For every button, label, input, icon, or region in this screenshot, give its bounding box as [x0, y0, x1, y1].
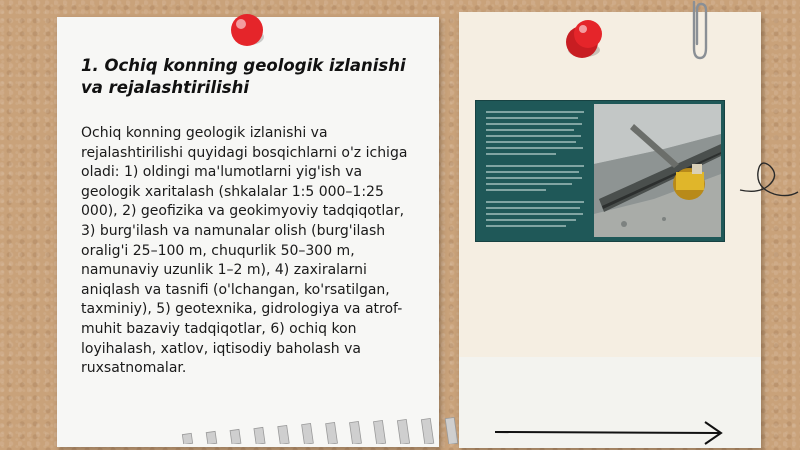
- pushpin-icon: [224, 10, 270, 56]
- pushpin-icon: [558, 14, 610, 66]
- slide-text-block: [486, 109, 588, 233]
- right-note-card: [459, 12, 761, 448]
- mine-photo: [594, 104, 721, 237]
- note-title: 1. Ochiq konning geologik izlanishi va rejalashtirilishi: [81, 56, 406, 97]
- arrow-right-icon: [493, 417, 725, 447]
- curl-doodle-icon: [738, 150, 800, 206]
- slide-thumbnail: [475, 100, 725, 242]
- left-note-card: [57, 17, 439, 447]
- note-body: Ochiq konning geologik izlanishi va rejalashtirilishi quyidagi bosqichlarni o'z ichiga oladi: 1) oldingi ma'lumotlarni yig'ish va geologik xaritalash (shkalalar 1:5 000–1:25 000), 2) geofizika va geokimyoviy tadqiqotlar, 3) burg'ilash va namunalar olish (burg'ilash oralig'i 25–100 m, chuqurlik 50–300 m, namunaviy uzunlik 1–2 m), 4) zaxiralarni aniqlash va tasnifi (o'lchangan, ko'rsatilgan, taxminiy), 5) geotexnika, gidrologiya va atrof-muhit bazaviy tadqiqotlar, 6) ochiq kon loyihalash, xatlov, iqtisodiy baholash va ruxsatnomalar.: [81, 125, 408, 377]
- paperclip-icon: [686, 0, 714, 62]
- spiral-binding: [177, 414, 497, 444]
